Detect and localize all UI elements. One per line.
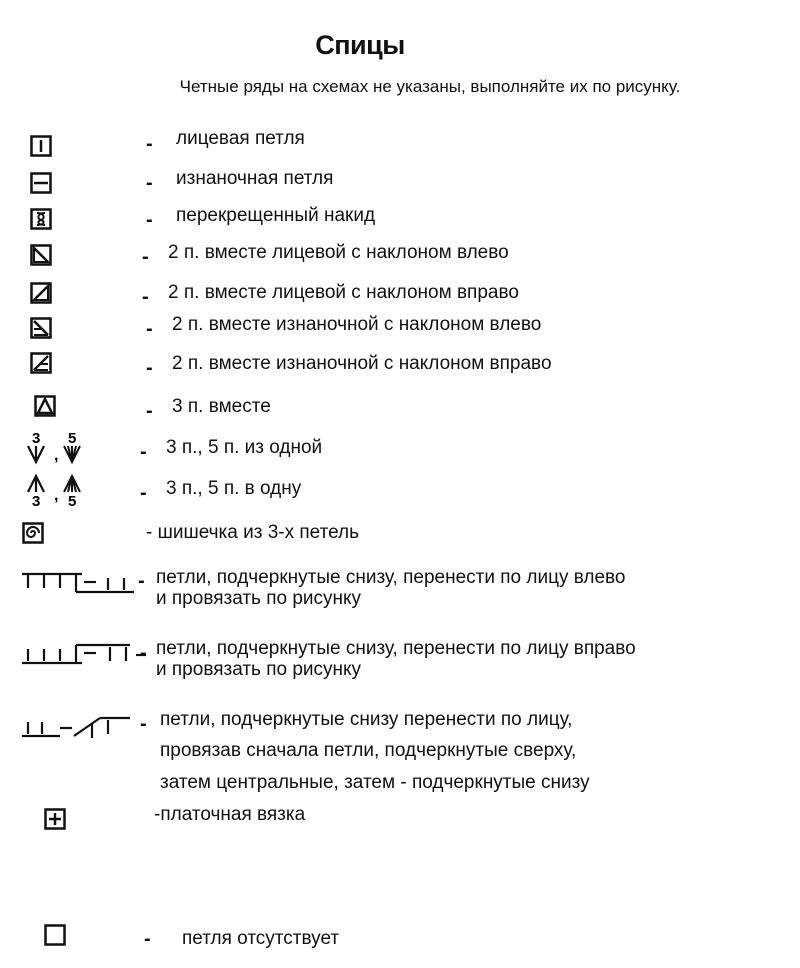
p2tog-left-icon (30, 317, 52, 339)
increase-from-one-icon (26, 430, 106, 466)
no-stitch-icon (44, 924, 66, 946)
dash: - (146, 172, 153, 194)
purl-stitch-icon (30, 172, 52, 194)
increase-separator: , (54, 447, 59, 464)
legend-label-cable-left-2: и провязать по рисунку (156, 588, 362, 609)
legend-label-cable-left-1: петли, подчеркнутые снизу, перенести по лицу влево (156, 567, 626, 588)
increase-glyph-a: 3 (32, 430, 41, 447)
legend-label-cable-right-2: и провязать по рисунку (156, 659, 362, 680)
legend-label-three-together: 3 п. вместе (172, 396, 271, 417)
subtitle: Четные ряды на схемах не указаны, выполняйте их по рисунку. (179, 77, 681, 96)
dash: - (138, 570, 145, 592)
crossed-yarn-over-icon (30, 208, 52, 230)
dash: - (146, 209, 153, 231)
dash: - (140, 441, 147, 463)
k2tog-right-icon (30, 282, 52, 304)
increase-glyph-b: 5 (68, 430, 77, 447)
dash: - (140, 482, 147, 504)
cable-right-icon (20, 641, 150, 667)
dash: - (142, 246, 149, 268)
legend-label-p2tog-left: 2 п. вместе изнаночной с наклоном влево (172, 314, 542, 335)
legend-label-cable-center-1: петли, подчеркнутые снизу перенести по лицу, (160, 709, 573, 730)
bobble-icon (22, 522, 44, 544)
legend-label-decrease: 3 п., 5 п. в одну (166, 478, 302, 499)
legend-label-k2tog-left: 2 п. вместе лицевой с наклоном влево (168, 242, 509, 263)
decrease-glyph-b: 5 (68, 493, 77, 508)
legend-label-k2tog-right: 2 п. вместе лицевой с наклоном вправо (168, 282, 519, 303)
legend-label-garter: -платочная вязка (154, 804, 306, 825)
decrease-into-one-icon (26, 472, 106, 508)
cable-left-icon (20, 570, 140, 596)
legend-label-cable-center-3: затем центральные, затем - подчеркнутые снизу (160, 772, 590, 793)
legend-label-p2tog-right: 2 п. вместе изнаночной с наклоном вправо (172, 353, 552, 374)
dash: - (146, 318, 153, 340)
dash: - (146, 357, 153, 379)
legend-label-cable-center-2: провязав сначала петли, подчеркнутые сверху, (160, 740, 577, 761)
legend-label-increase: 3 п., 5 п. из одной (166, 437, 323, 458)
dash: - (146, 133, 153, 155)
legend-label-knit: лицевая петля (176, 128, 305, 149)
dash: - (142, 286, 149, 308)
decrease-glyph-a: 3 (32, 493, 41, 508)
legend-label-cable-right-1: петли, подчеркнутые снизу, перенести по лицу вправо (156, 638, 636, 659)
k2tog-left-icon (30, 244, 52, 266)
page-title: Спицы (315, 30, 405, 60)
cable-center-icon (20, 712, 140, 740)
dash: - (146, 400, 153, 422)
legend-label-no-stitch: петля отсутствует (182, 928, 340, 949)
decrease-separator: , (54, 487, 59, 504)
dash: - (144, 928, 151, 950)
dash: - (140, 713, 147, 735)
legend-label-crossed-yarn-over: перекрещенный накид (176, 205, 376, 226)
p2tog-right-icon (30, 352, 52, 374)
legend-label-bobble: - шишечка из 3-х петель (146, 522, 360, 543)
knit-stitch-icon (30, 135, 52, 157)
three-together-icon (34, 395, 56, 417)
garter-stitch-icon (44, 808, 66, 830)
legend-label-purl: изнаночная петля (176, 168, 334, 189)
dash: - (140, 642, 147, 664)
